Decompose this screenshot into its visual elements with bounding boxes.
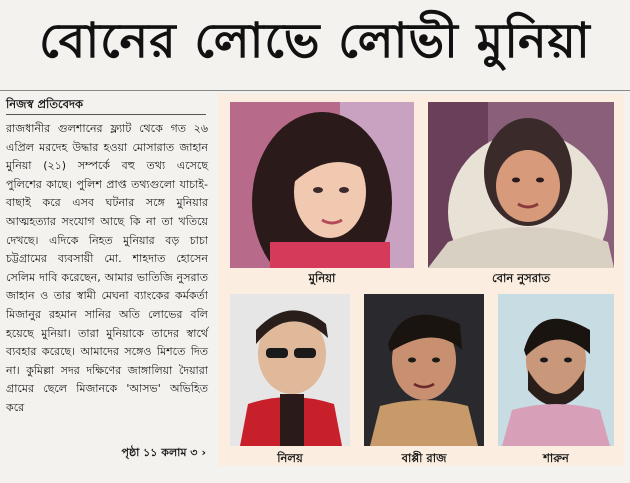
- headline: বোনের লোভে লোভী মুনিয়া: [39, 12, 591, 69]
- photo-muniya: [230, 102, 414, 268]
- byline-divider: [6, 114, 206, 115]
- headline-divider: [0, 90, 630, 91]
- caption-sharun: শারুন: [543, 451, 569, 465]
- byline: নিজস্ব প্রতিবেদক: [6, 97, 84, 111]
- photo-nusrat: [428, 102, 614, 268]
- continuation-note: [6, 444, 206, 463]
- chevron-right-icon: ›: [201, 446, 206, 459]
- caption-nusrat: বোন নুসরাত: [491, 271, 551, 285]
- photo-niloy: [230, 294, 350, 446]
- caption-niloy: নিলয়: [277, 451, 303, 465]
- photo-panel: [218, 94, 624, 466]
- article-paragraph: রাজধানীর গুলশানের ফ্ল্যাট থেকে গত ২৬ এপ্রিল মরদেহ উদ্ধার হওয়া মোসারাত জাহান মুনিয়া (২১) সম্পর্কে বহু তথ্য এসেছে পুলিশের কাছে। পুলিশ প্রাপ্ত তথ্যগুলো যাচাই-বাছাই করে এসব ঘটনার সঙ্গে মুনিয়ার আত্মহত্যার সংযোগ আছে কি না তা খতিয়ে দেখছে। এদিকে নিহত মুনিয়ার বড় চাচা চট্টগ্রামের ব্যবসায়ী মো. শাহদাত হোসেন সেলিম দাবি করেছেন, আমার ভাতিজি নুসরাত জাহান ও তার স্বামী মেঘনা ব্যাংকের কর্মকর্তা মিজানুর রহমান সানির অতি লোভের বলি হয়েছে মুনিয়া। তারা মুনিয়াকে তাদের স্বার্থে ব্যবহার করেছে। আমাদের সঙ্গেও মিশতে দিত না। কুমিল্লা সদর দক্ষিণের জাঙ্গালিয়া দৈয়ারা গ্রামের ছেলে মিজানকে 'আসভ' অভিহিত করে: [6, 122, 208, 414]
- photo-sharun: [498, 294, 614, 446]
- photo-bappy-raj: [364, 294, 484, 446]
- continuation-text: পৃষ্ঠা ১১ কলাম ৩: [121, 446, 198, 459]
- caption-bappy-raj: বাপ্পী রাজ: [401, 451, 447, 465]
- caption-muniya: মুনিয়া: [308, 271, 336, 285]
- article-body: [6, 120, 208, 468]
